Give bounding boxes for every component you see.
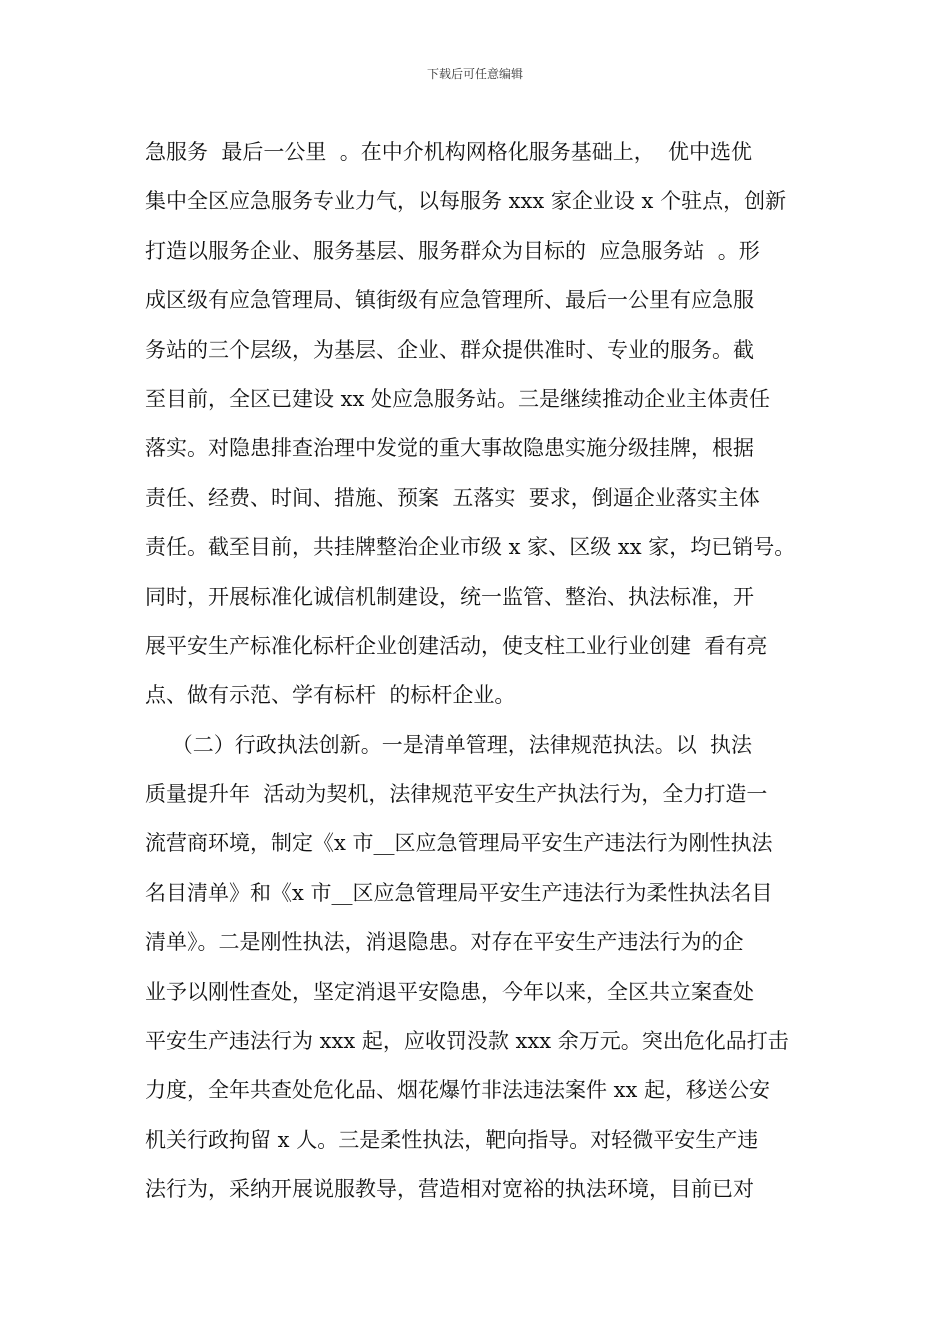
text-line: 成区级有应急管理局、镇街级有应急管理所、最后一公里有应急服 [145,288,754,313]
text-line: 机关行政拘留 x 人。三是柔性执法，靶向指导。对轻微平安生产违 [145,1127,759,1152]
text-line: 点、做有示范、学有标杆 的标杆企业。 [145,683,516,708]
text-line: 至目前，全区已建设 xx 处应急服务站。三是继续推动企业主体责任 [145,386,771,411]
document-body [145,128,805,1215]
text-line: 力度，全年共查处危化品、烟花爆竹非法违法案件 xx 起，移送公安 [145,1078,771,1103]
text-line: 集中全区应急服务专业力气，以每服务 xxx 家企业设 x 个驻点，创新 [145,189,787,214]
text-line: 清单》。二是刚性执法，消退隐患。对存在平安生产违法行为的企 [145,930,744,955]
text-line: 落实。对隐患排查治理中发觉的重大事故隐患实施分级挂牌，根据 [145,436,754,461]
text-line: 责任、经费、时间、措施、预案 五落实 要求，倒逼企业落实主体 [145,485,760,510]
text-line: 责任。截至目前，共挂牌整治企业市级 x 家、区级 xx 家，均已销号。 [145,535,796,560]
text-line: 名目清单》和《x 市__区应急管理局平安生产违法行为柔性执法名目 [145,880,773,905]
text-line: 同时，开展标准化诚信机制建设，统一监管、整治、执法标准，开 [145,584,754,609]
text-line: （二）行政执法创新。一是清单管理，法律规范执法。以 执法 [145,732,753,757]
page-header: 下载后可任意编辑 [426,67,523,81]
text-line: 业予以刚性查处，坚定消退平安隐患，今年以来，全区共立案查处 [145,979,754,1004]
text-line: 法行为，采纳开展说服教导，营造相对宽裕的执法环境，目前已对 [145,1177,754,1202]
text-line: 流营商环境，制定《x 市__区应急管理局平安生产违法行为刚性执法 [145,831,773,856]
text-line: 平安生产违法行为 xxx 起，应收罚没款 xxx 余万元。突出危化品打击 [145,1029,789,1054]
text-line: 务站的三个层级，为基层、企业、群众提供准时、专业的服务。截 [145,337,754,362]
text-line: 展平安生产标准化标杆企业创建活动，使支柱工业行业创建 看有亮 [145,633,768,658]
text-line: 打造以服务企业、服务基层、服务群众为目标的 应急服务站 。形 [145,238,760,263]
text-line: 急服务 最后一公里 。在中介机构网格化服务基础上， 优中选优 [145,140,753,164]
text-line: 质量提升年 活动为契机，法律规范平安生产执法行为，全力打造一 [145,782,768,807]
